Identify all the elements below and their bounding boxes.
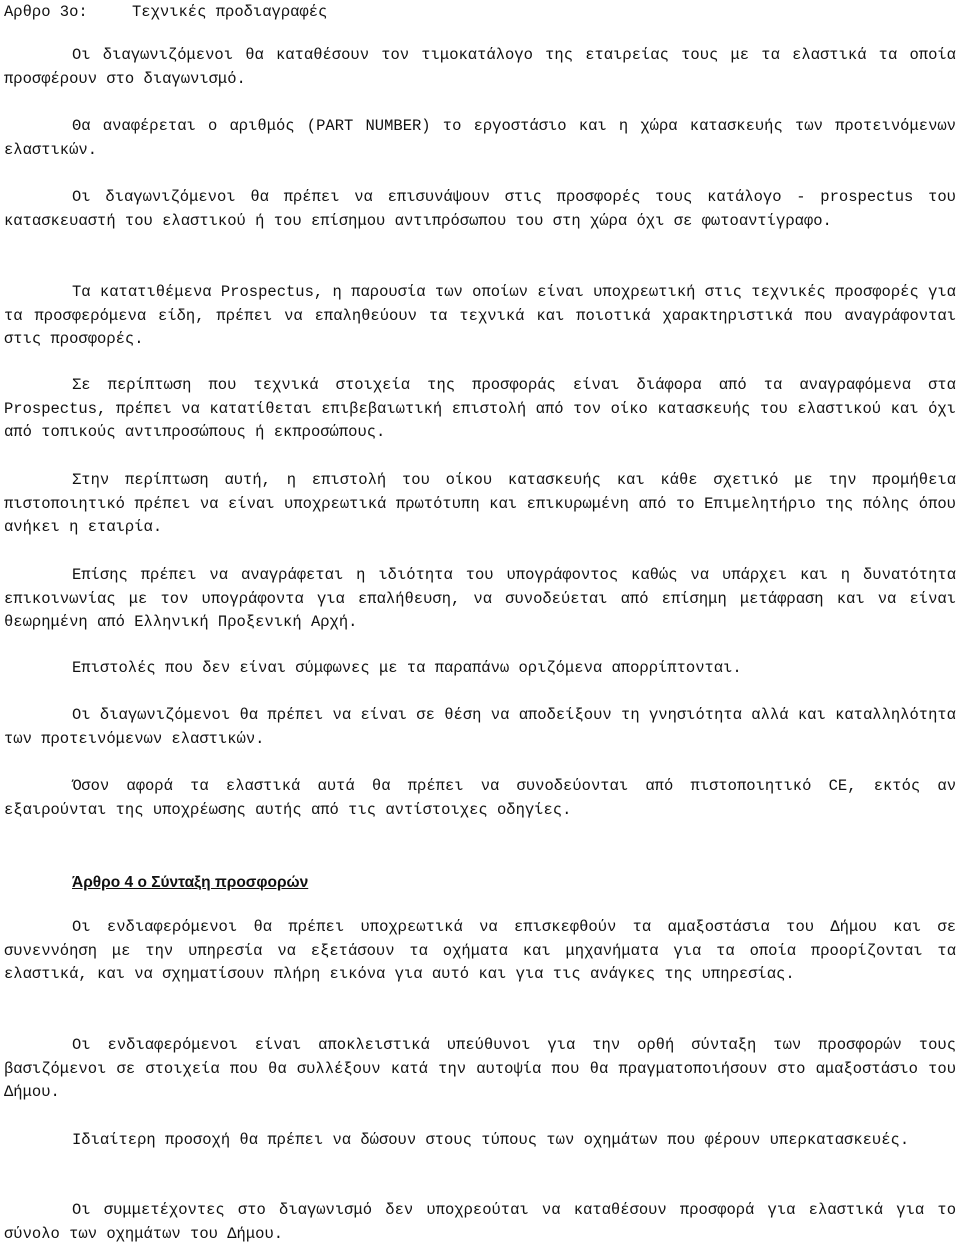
paragraph-prospectus-verification: Τα κατατιθέμενα Prospectus, η παρουσία των οποίων είναι υποχρεωτική στις τεχνικές προσφορές για τα προσφερόμενα είδη, πρέπει να επαληθεύουν τα τεχνικά και ποιοτικά χαρακτηριστικά που αναγράφονται στις προσφορές.	[4, 283, 956, 348]
paragraph-partial-offer: Οι συμμετέχοντες στο διαγωνισμό δεν υποχρεούται να καταθέσουν προσφορά για ελαστικά για το σύνολο των οχημάτων του Δήμου.	[4, 1201, 956, 1243]
paragraph-signatory: Επίσης πρέπει να αναγράφεται η ιδιότητα του υπογράφοντος καθώς να υπάρχει και η δυνατότητα επικοινωνίας με τον υπογράφοντα για επαλήθευση, να συνοδεύεται από επίσημη μετάφραση και να είναι θεωρημένη από Ελληνική Προξενική Αρχή.	[4, 566, 956, 631]
paragraph-confirmation-letter: Σε περίπτωση που τεχνικά στοιχεία της προσφοράς είναι διάφορα από τα αναγραφόμενα στα Prospectus, πρέπει να κατατίθεται επιβεβαιωτική επιστολή από τον οίκο κατασκευής του ελαστικού και όχι από τοπικούς αντιπροσώπους ή εκπροσώπους.	[4, 376, 956, 441]
paragraph-site-visit: Οι ενδιαφερόμενοι θα πρέπει υποχρεωτικά να επισκεφθούν τα αμαξοστάσια του Δήμου και σε συνεννόηση με την υπηρεσία να εξετάσουν τα οχήματα και μηχανήματα για τα οποία προορίζονται τα ελαστικά, και να σχηματίσουν πλήρη εικόνα για αυτό και για τις ανάγκες της υπηρεσίας.	[4, 918, 956, 983]
paragraph-authenticity: Οι διαγωνιζόμενοι θα πρέπει να είναι σε θέση να αποδείξουν τη γνησιότητα αλλά και καταλληλότητα των προτεινόμενων ελαστικών.	[4, 706, 956, 748]
article-3-heading	[4, 2, 327, 22]
paragraph-ce-certificate: Όσον αφορά τα ελαστικά αυτά θα πρέπει να συνοδεύονται από πιστοποιητικό CE, εκτός αν εξαιρούνται της υποχρέωσης αυτής από τις αντίστοιχες οδηγίες.	[4, 777, 956, 819]
paragraph-superstructures: Ιδιαίτερη προσοχή θα πρέπει να δώσουν στους τύπους των οχημάτων που φέρουν υπερκατασκευές.	[72, 1131, 910, 1149]
article-3-number: Αρθρο 3ο:	[4, 3, 88, 21]
paragraph-rejection: Επιστολές που δεν είναι σύμφωνες με τα παραπάνω οριζόμενα απορρίπτονται.	[72, 659, 742, 677]
article-4-heading: Άρθρο 4 ο Σύνταξη προσφορών	[72, 874, 309, 891]
paragraph-part-number: Θα αναφέρεται ο αριθμός (PART NUMBER) το εργοστάσιο και η χώρα κατασκευής των προτεινόμενων ελαστικών.	[4, 117, 956, 159]
paragraph-responsibility: Οι ενδιαφερόμενοι είναι αποκλειστικά υπεύθυνοι για την ορθή σύνταξη των προσφορών τους βασιζόμενοι σε στοιχεία που θα συλλέξουν κατά την αυτοψία που θα πραγματοποιήσουν στο αμαξοστάσιο του Δήμου.	[4, 1036, 956, 1101]
paragraph-price-list: Οι διαγωνιζόμενοι θα καταθέσουν τον τιμοκατάλογο της εταιρείας τους με τα ελαστικά τα οποία προσφέρουν στο διαγωνισμό.	[4, 46, 956, 88]
paragraph-original-certificate: Στην περίπτωση αυτή, η επιστολή του οίκου κατασκευής και κάθε σχετικό με την προμήθεια πιστοποιητικό πρέπει να είναι υποχρεωτικά πρωτότυπη και επικυρωμένη από το Επιμελητήριο της πόλης όπου ανήκει η εταιρία.	[4, 471, 956, 536]
paragraph-prospectus: Οι διαγωνιζόμενοι θα πρέπει να επισυνάψουν στις προσφορές τους κατάλογο - prospectus του κατασκευαστή του ελαστικού ή του επίσημου αντιπρόσωπου του στη χώρα όχι σε φωτοαντίγραφο.	[4, 188, 956, 230]
article-3-title: Τεχνικές προδιαγραφές	[132, 3, 328, 21]
